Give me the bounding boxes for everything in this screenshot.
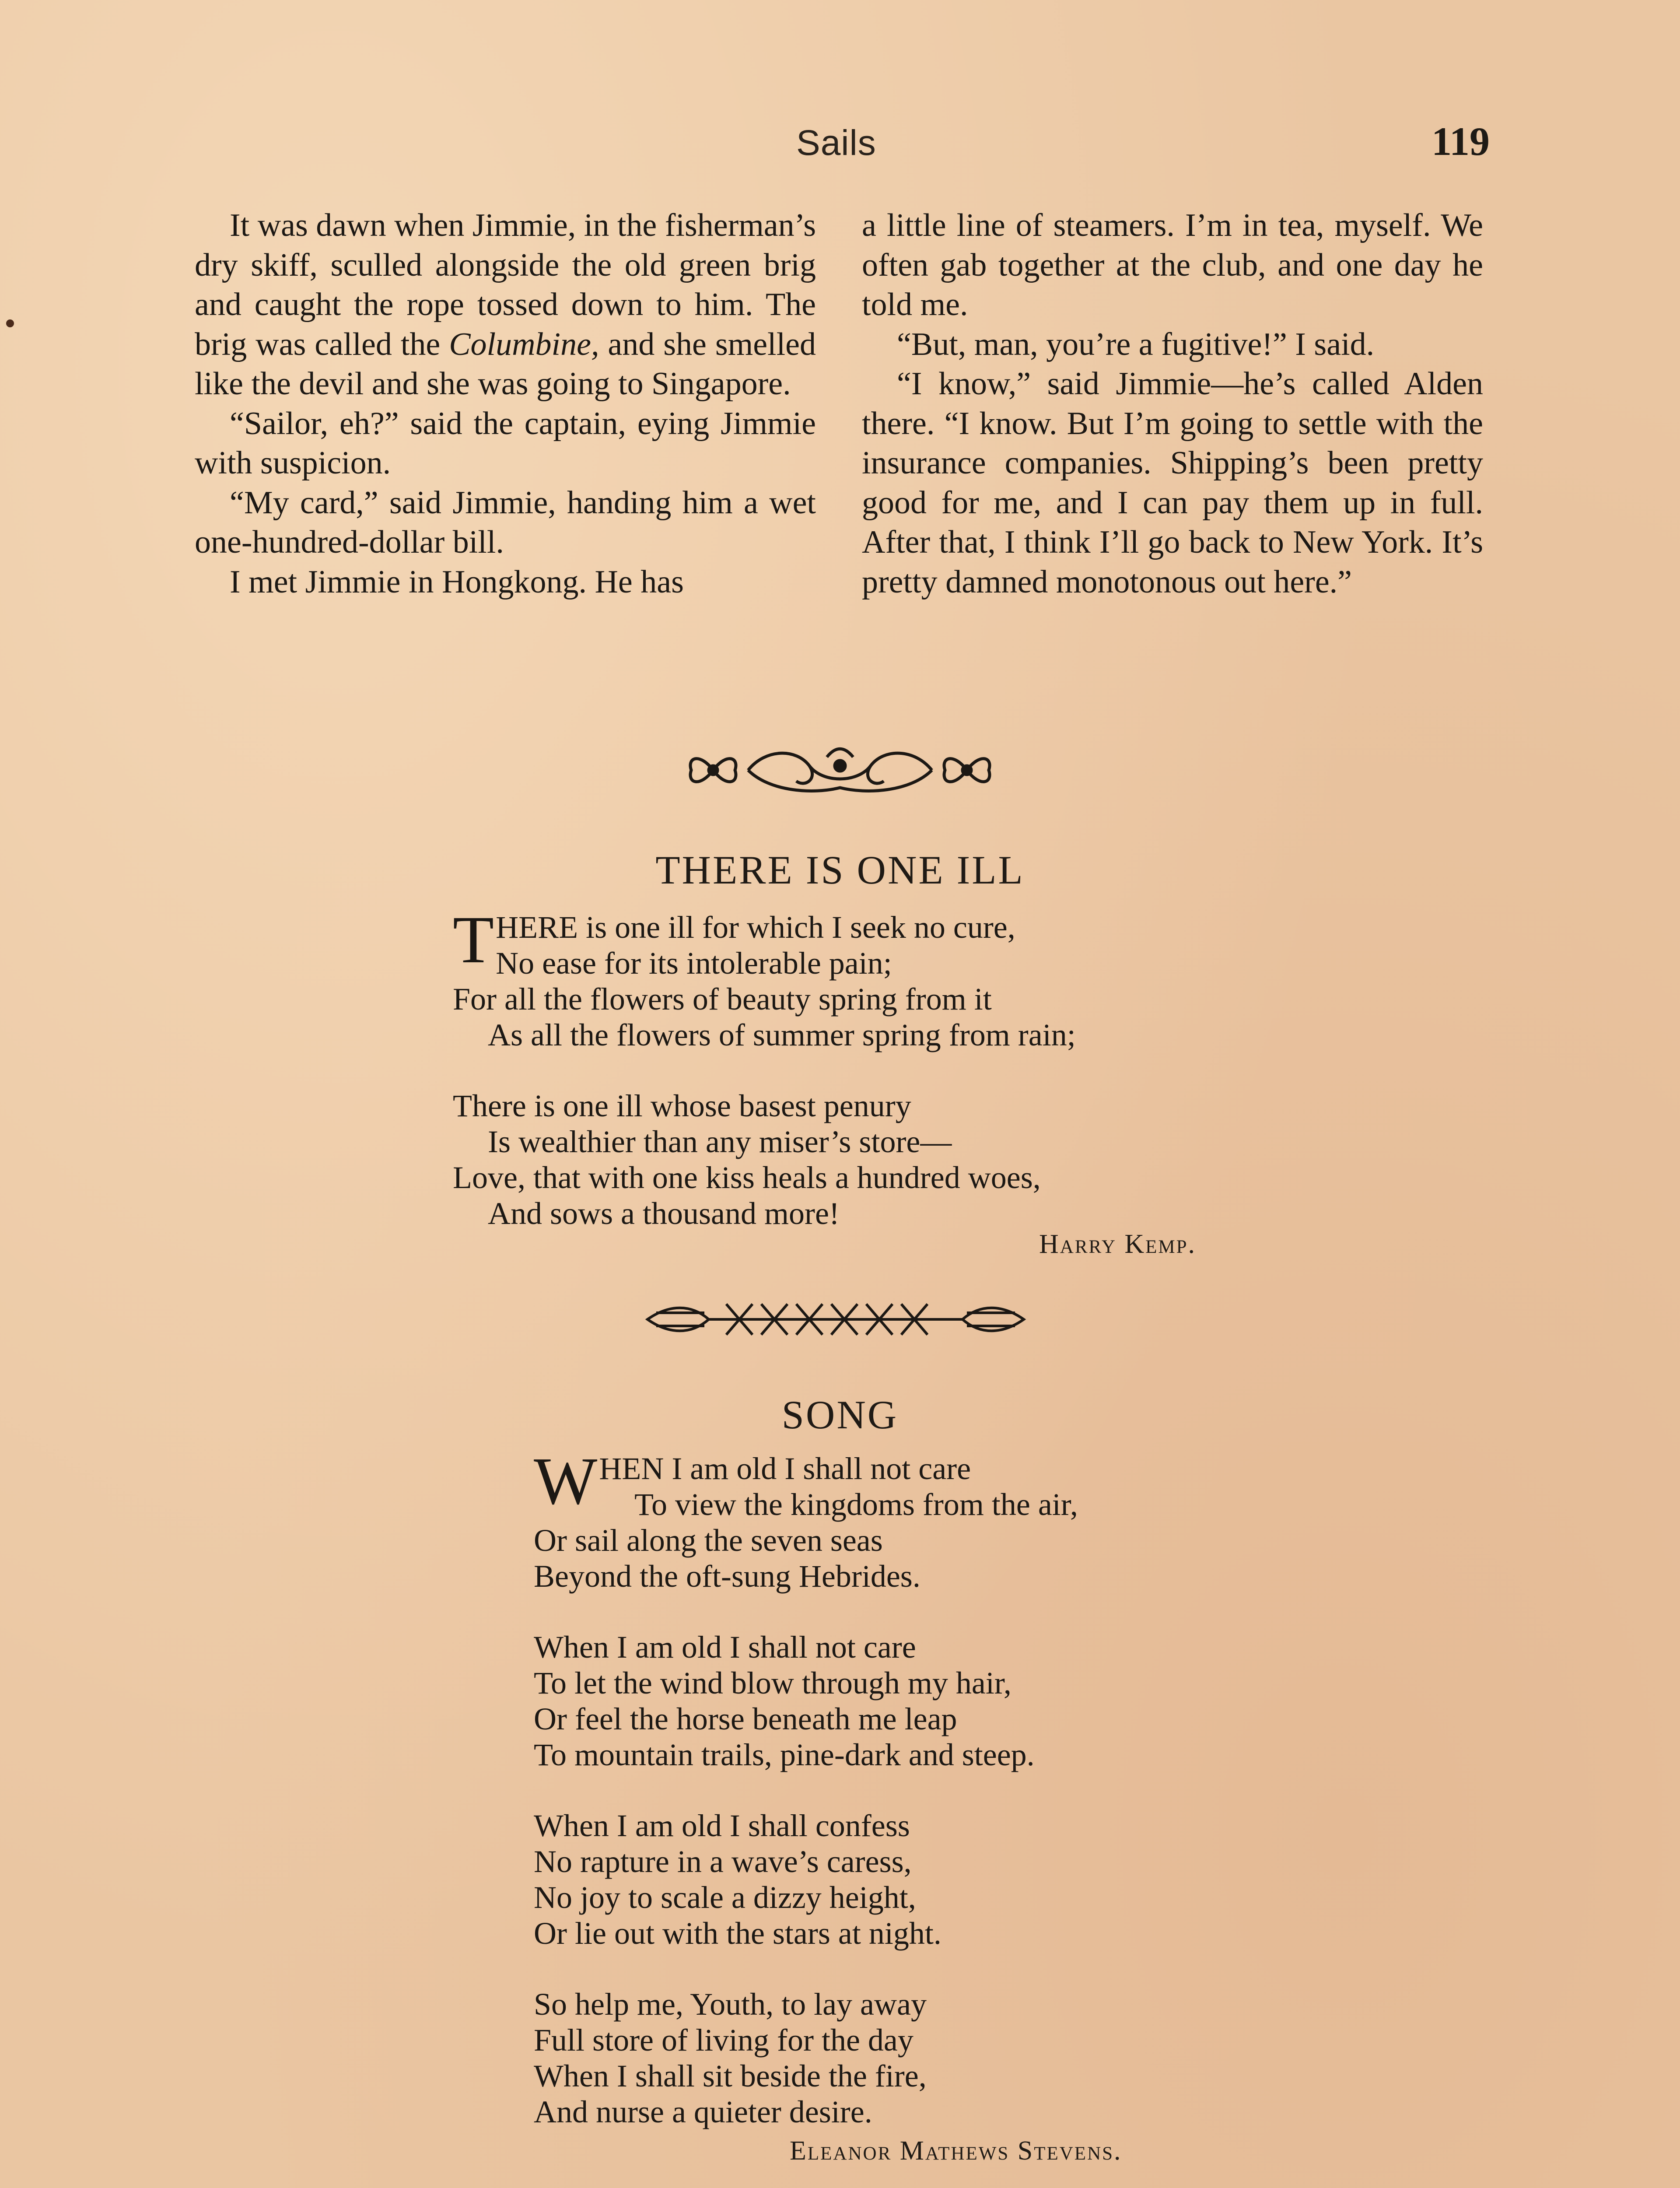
story-text: It was dawn when Jimmie, in the fisherman’s dry skiff, sculled alongside the old green brig and caught the rope tossed down to him. The brig was called the [195,207,816,362]
story-paragraph: a little line of steamers. I’m in tea, myself. We often gab together at the club, and one day he told me. [862,207,1483,323]
poem-line: When I am old I shall confess [534,1808,910,1843]
poem-line: HEN I am old I shall not care [599,1451,971,1486]
poem-line: Beyond the oft-sung Hebrides. [534,1559,920,1594]
poem-body [453,903,1076,1231]
story-paragraph: “My card,” said Jimmie, handing him a wet one-hundred-dollar bill. [195,484,816,560]
poem-line: Love, that with one kiss heals a hundred woes, [453,1160,1041,1195]
poem-line: When I shall sit beside the fire, [534,2058,927,2093]
decorative-divider-icon [643,1295,1028,1343]
stanza-break [534,1773,1078,1808]
poem-author: Harry Kemp. [1039,1229,1197,1259]
poem-line: To mountain trails, pine-dark and steep. [534,1737,1035,1772]
poem-line: And sows a thousand more! [488,1196,840,1231]
story-paragraph: “I know,” said Jimmie—he’s called Alden there. “I know. But I’m going to settle with the insurance companies. Shipping’s been pretty good for me, and I can pay them up in full. After that, I think I’ll go back to New York. It’s pretty damned monotonous out here.” [862,366,1483,600]
story-paragraph: “But, man, you’re a fugitive!” I said. [897,326,1375,362]
drop-cap: W [534,1444,598,1518]
stanza-break [534,1594,1078,1629]
poem-line: No ease for its intolerable pain; [496,946,892,981]
poem-line: Or lie out with the stars at night. [534,1916,942,1951]
floral-ornament-icon [682,740,998,801]
poem-line: To view the kingdoms from the air, [634,1487,1078,1522]
poem-line: So help me, Youth, to lay away [534,1987,927,2022]
story-right-column [862,206,1483,602]
running-head: Sails [796,123,876,163]
poem-line: No rapture in a wave’s caress, [534,1844,912,1879]
poem-line: Or feel the horse beneath me leap [534,1701,957,1736]
story-left-column [195,206,816,602]
poem-line: To let the wind blow through my hair, [534,1666,1012,1701]
story-paragraph: “Sailor, eh?” said the captain, eying Jimmie with suspicion. [195,405,816,481]
poem-line: Is wealthier than any miser’s store— [488,1124,952,1159]
poem-line: For all the flowers of beauty spring from it [453,982,992,1017]
poem-title: SONG [781,1392,899,1437]
story-text: and she smelled like the devil and she was going to Singapore. [195,326,816,402]
page-number: 119 [1432,119,1490,164]
poem-line: Or sail along the seven seas [534,1523,883,1558]
poem-line: No joy to scale a dizzy height, [534,1880,916,1915]
stanza-break [453,1053,1076,1088]
poem-title: THERE IS ONE ILL [655,848,1025,892]
story-paragraph: I met Jimmie in Hongkong. He has [230,564,684,600]
poem-line: When I am old I shall not care [534,1630,916,1665]
stanza-break [534,1951,1078,1986]
story-paragraph [195,206,816,404]
paper-stain [6,319,14,327]
drop-cap: T [453,903,494,977]
poem-line: HERE is one ill for which I seek no cure, [496,910,1015,945]
poem-line: There is one ill whose basest penury [453,1088,911,1123]
poem-body [534,1444,1078,2130]
poem-line: As all the flowers of summer spring from rain; [488,1017,1076,1052]
poem-line: Full store of living for the day [534,2023,914,2058]
poem-author: Eleanor Mathews Stevens. [790,2136,1122,2166]
poem-line: And nurse a quieter desire. [534,2094,872,2129]
ship-name: Columbine, [449,326,599,362]
